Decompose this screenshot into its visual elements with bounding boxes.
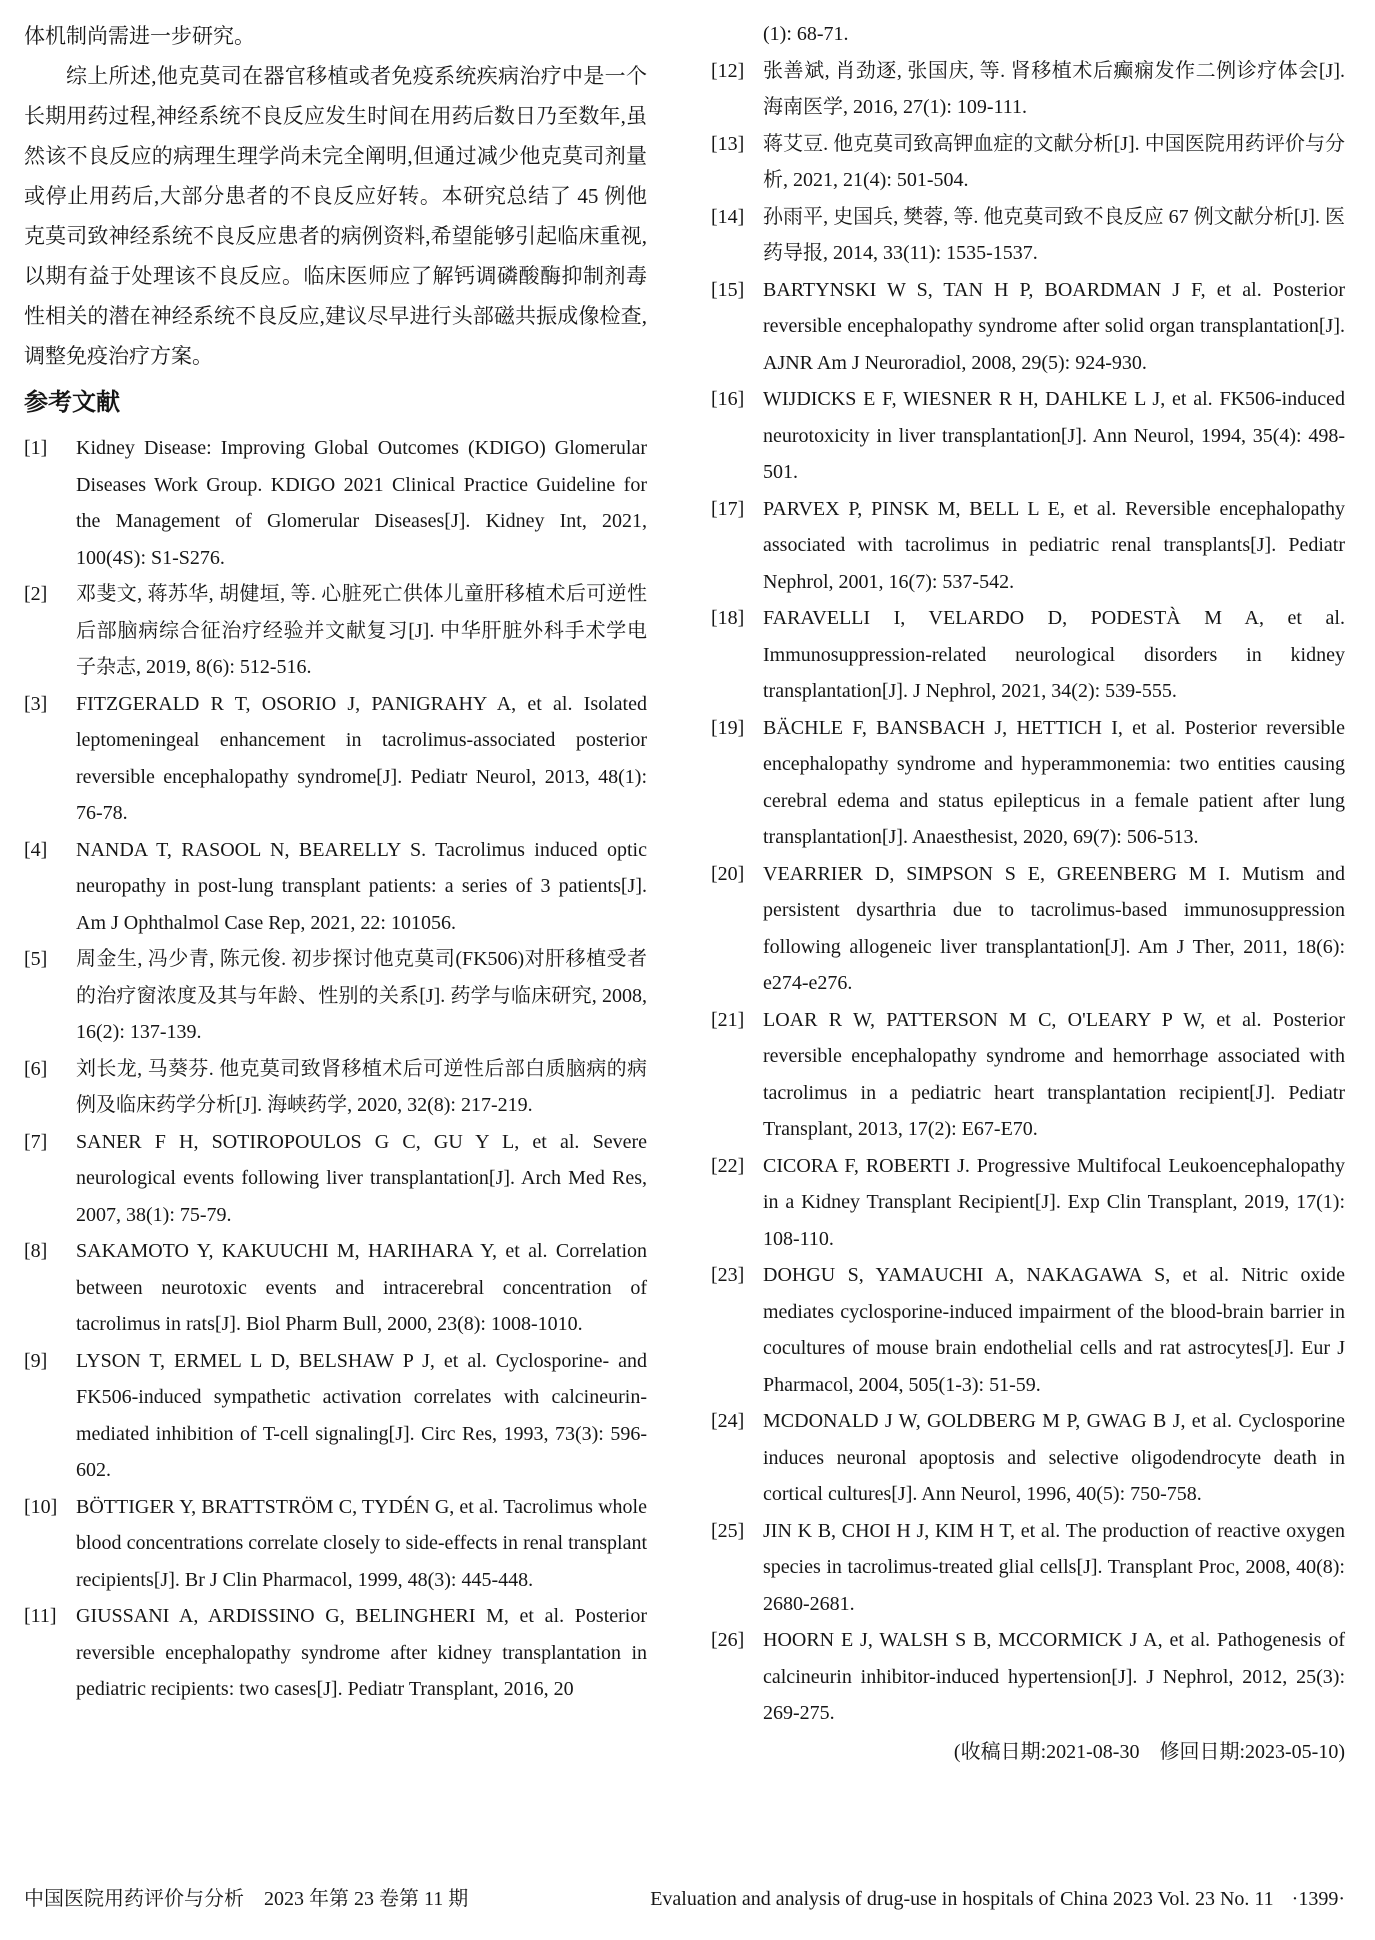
paragraph-conclusion: 综上所述,他克莫司在器官移植或者免疫系统疾病治疗中是一个长期用药过程,神经系统不良反应发生时间在用药后数日乃至数年,虽然该不良反应的病理生理学尚未完全阐明,但通过减少他克莫司剂量或停止用药后,大部分患者的不良反应好转。本研究总结了 45 例他克莫司致神经系统不良反应患者的病例资料,希望能够引起临床重视,以期有益于处理该不良反应。临床医师应了解钙调磷酸酶抑制剂毒性相关的潜在神经系统不良反应,建议尽早进行头部磁共振成像检查,调整免疫治疗方案。 <box>24 64 647 368</box>
footer-journal-en: Evaluation and analysis of drug-use in hospitals of China 2023 Vol. 23 No. 11 <box>650 1888 1274 1910</box>
reference-text: GIUSSANI A, ARDISSINO G, BELINGHERI M, et al. Posterior reversible encephalopathy syndrome after kidney transplantation in pediatric recipients: two cases[J]. Pediatr Transplant, 2016, 20 <box>76 1605 647 1700</box>
reference-number: [21] <box>711 1008 745 1031</box>
reference-item <box>711 1513 1345 1623</box>
reference-text: BARTYNSKI W S, TAN H P, BOARDMAN J F, et al. Posterior reversible encephalopathy syndrome after solid organ transplantation[J]. AJNR Am J Neuroradiol, 2008, 29(5): 924-930. <box>763 278 1345 374</box>
reference-number: [11] <box>24 1605 57 1627</box>
reference-number-spacer <box>711 16 763 53</box>
reference-number: [24] <box>711 1410 745 1432</box>
reference-text: BÄCHLE F, BANSBACH J, HETTICH I, et al. Posterior reversible encephalopathy syndrome and hyperammonemia: two entities causing cerebral edema and status epilepticus in a female patient after lung transplantation[J]. Anaesthesist, 2020, 69(7): 506-513. <box>763 716 1345 848</box>
reference-item <box>24 1233 647 1343</box>
reference-item <box>24 1124 647 1234</box>
reference-item <box>711 1622 1345 1732</box>
reference-item <box>24 1489 647 1599</box>
reference-number: [2] <box>24 583 48 605</box>
reference-text: (1): 68-71. <box>763 23 849 45</box>
reference-number: [1] <box>24 437 48 459</box>
reference-item <box>711 53 1345 126</box>
reference-text: HOORN E J, WALSH S B, MCCORMICK J A, et al. Pathogenesis of calcineurin inhibitor-induced hypertension[J]. J Nephrol, 2012, 25(3): 269-275. <box>763 1629 1345 1724</box>
reference-item <box>24 941 647 1051</box>
reference-text: VEARRIER D, SIMPSON S E, GREENBERG M I. Mutism and persistent dysarthria due to tacrolimus-based immunosuppression following allogeneic liver transplantation[J]. Am J Ther, 2011, 18(6): e274-e276. <box>763 862 1345 994</box>
reference-number: [8] <box>24 1240 48 1262</box>
reference-text: 刘长龙, 马葵芬. 他克莫司致肾移植术后可逆性后部白质脑病的病例及临床药学分析[J]. 海峡药学, 2020, 32(8): 217-219. <box>76 1057 647 1116</box>
reference-number: [20] <box>711 862 745 885</box>
reference-text: SANER F H, SOTIROPOULOS G C, GU Y L, et al. Severe neurological events following liver transplantation[J]. Arch Med Res, 2007, 38(1): 75-79. <box>76 1130 647 1226</box>
reference-number: [22] <box>711 1154 745 1177</box>
reference-text: 孙雨平, 史国兵, 樊蓉, 等. 他克莫司致不良反应 67 例文献分析[J]. 医药导报, 2014, 33(11): 1535-1537. <box>763 205 1345 264</box>
reference-number: [7] <box>24 1130 48 1153</box>
reference-number: [23] <box>711 1264 745 1286</box>
reference-number: [9] <box>24 1349 48 1372</box>
right-column <box>711 16 1345 1770</box>
reference-number: [16] <box>711 388 745 410</box>
reference-number: [3] <box>24 692 48 715</box>
reference-text: Kidney Disease: Improving Global Outcomes (KDIGO) Glomerular Diseases Work Group. KDIGO 2021 Clinical Practice Guideline for the Management of Glomerular Diseases[J]. Kidney Int, 2021, 100(4S): S1-S276. <box>76 437 647 569</box>
reference-item <box>711 1403 1345 1513</box>
reference-number: [4] <box>24 838 48 861</box>
reference-number: [14] <box>711 205 745 228</box>
reference-item <box>24 686 647 832</box>
reference-number: [12] <box>711 59 745 82</box>
reference-text: 周金生, 冯少青, 陈元俊. 初步探讨他克莫司(FK506)对肝移植受者的治疗窗浓度及其与年龄、性别的关系[J]. 药学与临床研究, 2008, 16(2): 137-139. <box>76 948 647 1043</box>
references-heading: 参考文献 <box>24 389 120 416</box>
reference-item <box>24 430 647 576</box>
footer-right-group <box>650 1884 1345 1914</box>
reference-number: [17] <box>711 497 745 520</box>
reference-text: BÖTTIGER Y, BRATTSTRÖM C, TYDÉN G, et al. Tacrolimus whole blood concentrations correlate closely to side-effects in renal transplant recipients[J]. Br J Clin Pharmacol, 1999, 48(3): 445-448. <box>76 1495 647 1591</box>
reference-item <box>711 856 1345 1002</box>
reference-text: JIN K B, CHOI H J, KIM H T, et al. The production of reactive oxygen species in tacrolimus-treated glial cells[J]. Transplant Proc, 2008, 40(8): 2680-2681. <box>763 1519 1345 1615</box>
reference-text: PARVEX P, PINSK M, BELL L E, et al. Reversible encephalopathy associated with tacrolimus in pediatric renal transplants[J]. Pediatr Nephrol, 2001, 16(7): 537-542. <box>763 497 1345 593</box>
reference-text: LOAR R W, PATTERSON M C, O'LEARY P W, et al. Posterior reversible encephalopathy syndrome and hemorrhage associated with tacrolimus in a pediatric heart transplantation recipient[J]. Pediatr Transplant, 2013, 17(2): E67-E70. <box>763 1008 1345 1140</box>
reference-item <box>24 1051 647 1124</box>
reference-continuation <box>711 16 1345 53</box>
reference-item <box>711 1148 1345 1258</box>
reference-item <box>24 1343 647 1489</box>
reference-number: [13] <box>711 132 745 155</box>
reference-number: [15] <box>711 278 745 301</box>
reference-text: SAKAMOTO Y, KAKUUCHI M, HARIHARA Y, et al. Correlation between neurotoxic events and intracerebral concentration of tacrolimus in rats[J]. Biol Pharm Bull, 2000, 23(8): 1008-1010. <box>76 1240 647 1335</box>
reference-text: FARAVELLI I, VELARDO D, PODESTÀ M A, et al. Immunosuppression-related neurological disorders in kidney transplantation[J]. J Nephrol, 2021, 34(2): 539-555. <box>763 607 1345 702</box>
reference-text: DOHGU S, YAMAUCHI A, NAKAGAWA S, et al. Nitric oxide mediates cyclosporine-induced impairment of the blood-brain barrier in cocultures of mouse brain endothelial cells and rat astrocytes[J]. Eur J Pharmacol, 2004, 505(1-3): 51-59. <box>763 1264 1345 1396</box>
reference-text: 张善斌, 肖劲逐, 张国庆, 等. 肾移植术后癫痫发作二例诊疗体会[J]. 海南医学, 2016, 27(1): 109-111. <box>763 59 1345 118</box>
reference-item <box>711 1257 1345 1403</box>
reference-number: [18] <box>711 607 745 629</box>
footer-page-number: ·1399· <box>1291 1888 1345 1910</box>
reference-text: 蒋艾豆. 他克莫司致高钾血症的文献分析[J]. 中国医院用药评价与分析, 2021, 21(4): 501-504. <box>763 132 1345 191</box>
reference-item <box>711 126 1345 199</box>
reference-item <box>711 600 1345 710</box>
reference-item <box>711 199 1345 272</box>
reference-text: LYSON T, ERMEL L D, BELSHAW P J, et al. Cyclosporine- and FK506-induced sympathetic activation correlates with calcineurin-mediated inhibition of T-cell signaling[J]. Circ Res, 1993, 73(3): 596-602. <box>76 1349 647 1481</box>
reference-text: WIJDICKS E F, WIESNER R H, DAHLKE L J, et al. FK506-induced neurotoxicity in liver transplantation[J]. Ann Neurol, 1994, 35(4): 498-501. <box>763 388 1345 483</box>
reference-number: [26] <box>711 1629 745 1651</box>
reference-number: [25] <box>711 1519 745 1542</box>
reference-number: [6] <box>24 1057 48 1080</box>
manuscript-dates-line: (收稿日期:2021-08-30 修回日期:2023-05-10) <box>953 1740 1345 1763</box>
reference-item <box>711 1002 1345 1148</box>
reference-text: NANDA T, RASOOL N, BEARELLY S. Tacrolimus induced optic neuropathy in post-lung transplant patients: a series of 3 patients[J]. Am J Ophthalmol Case Rep, 2021, 22: 101056. <box>76 838 647 934</box>
reference-item <box>711 381 1345 491</box>
reference-item <box>24 576 647 686</box>
reference-text: 邓斐文, 蒋苏华, 胡健垣, 等. 心脏死亡供体儿童肝移植术后可逆性后部脑病综合征治疗经验并文献复习[J]. 中华肝脏外科手术学电子杂志, 2019, 8(6): 512-516. <box>76 583 647 678</box>
reference-text: MCDONALD J W, GOLDBERG M P, GWAG B J, et al. Cyclosporine induces neuronal apoptosis and selective oligodendrocyte death in cortical cultures[J]. Ann Neurol, 1996, 40(5): 750-758. <box>763 1410 1345 1505</box>
page-footer <box>24 1884 1345 1914</box>
reference-item <box>711 272 1345 382</box>
reference-item <box>711 710 1345 856</box>
reference-number: [5] <box>24 948 48 970</box>
reference-text: FITZGERALD R T, OSORIO J, PANIGRAHY A, et al. Isolated leptomeningeal enhancement in tacrolimus-associated posterior reversible encephalopathy syndrome[J]. Pediatr Neurol, 2013, 48(1): 76-78. <box>76 692 647 824</box>
paragraph-carryover: 体机制尚需进一步研究。 <box>24 24 255 48</box>
left-column <box>24 16 647 1770</box>
reference-item <box>24 832 647 942</box>
reference-text: CICORA F, ROBERTI J. Progressive Multifocal Leukoencephalopathy in a Kidney Transplant Recipient[J]. Exp Clin Transplant, 2019, 17(1): 108-110. <box>763 1154 1345 1250</box>
footer-journal-cn: 中国医院用药评价与分析 2023 年第 23 卷第 11 期 <box>24 1888 469 1910</box>
reference-item <box>711 491 1345 601</box>
reference-item <box>24 1598 647 1708</box>
reference-number: [10] <box>24 1495 58 1518</box>
reference-number: [19] <box>711 716 745 739</box>
